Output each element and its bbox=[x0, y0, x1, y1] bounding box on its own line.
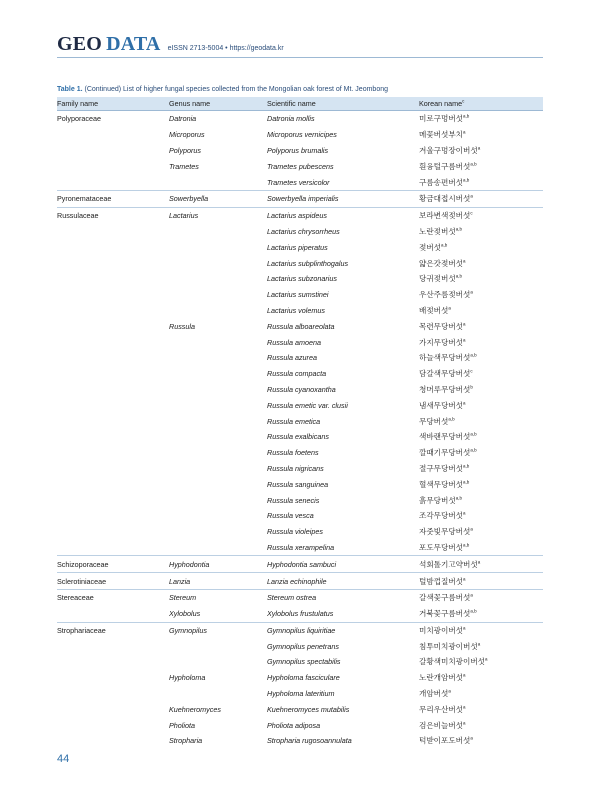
cell-genus bbox=[169, 382, 267, 398]
cell-sci: Lactarius volemus bbox=[267, 305, 325, 315]
korean-name-sup: a,b bbox=[463, 463, 470, 469]
cell-korean: 보라변색젖버섯$^c$ bbox=[419, 207, 543, 223]
cell-sci: Russula nigricans bbox=[267, 463, 324, 473]
cell-family bbox=[57, 303, 169, 319]
table-row bbox=[57, 413, 543, 429]
cell-family bbox=[57, 524, 169, 540]
cell-family bbox=[57, 445, 169, 461]
table-label: Table 1. bbox=[57, 86, 83, 93]
cell-genus bbox=[169, 508, 267, 524]
cell-sci: Russula alboareolata bbox=[267, 321, 335, 331]
cell-sci: Gymnopilus spectabilis bbox=[267, 657, 341, 667]
cell-sci: Lactarius sumstinei bbox=[267, 290, 329, 300]
table-row bbox=[57, 606, 543, 622]
table-caption-text: (Continued) List of higher fungal species collected from the Mongolian oak forest of Mt. Jeombong bbox=[84, 86, 388, 93]
table-row bbox=[57, 255, 543, 271]
korean-name-sup: a,b bbox=[463, 177, 470, 183]
cell-korean: 담갈색무당버섯$^c$ bbox=[419, 368, 473, 379]
cell-genus bbox=[169, 224, 267, 240]
table-row bbox=[57, 686, 543, 702]
cell-korean: 검은비늘버섯$^a$ bbox=[419, 720, 466, 730]
cell-genus bbox=[169, 366, 267, 382]
cell-sci: Russula emetic var. clusii bbox=[267, 400, 348, 410]
cell-genus bbox=[169, 303, 267, 319]
table-row bbox=[57, 158, 543, 174]
cell-korean: 노란젖버섯$^{a,b}$ bbox=[419, 226, 462, 236]
korean-name-sup: a,b bbox=[463, 479, 470, 485]
cell-genus bbox=[169, 638, 267, 654]
cell-genus: Microporus bbox=[169, 130, 205, 140]
korean-name-sup: a bbox=[463, 720, 466, 726]
cell-genus bbox=[169, 271, 267, 287]
cell-genus: Lanzia bbox=[169, 573, 267, 590]
cell-genus bbox=[169, 255, 267, 271]
cell-sci: Russula amoena bbox=[267, 337, 321, 347]
cell-korean: 미치광이버섯$^a$ bbox=[419, 622, 543, 638]
cell-family bbox=[57, 733, 169, 749]
cell-genus: Lactarius bbox=[169, 207, 267, 223]
column-header-korean-sup: c bbox=[462, 98, 465, 104]
table-header-row bbox=[57, 97, 543, 111]
cell-sci: Russula cyanoxantha bbox=[267, 384, 336, 394]
cell-family bbox=[57, 127, 169, 143]
korean-name-sup: a bbox=[448, 688, 451, 694]
cell-genus bbox=[169, 174, 267, 190]
cell-genus bbox=[169, 445, 267, 461]
table-row bbox=[57, 573, 543, 590]
cell-sci: Russula xerampelina bbox=[267, 542, 335, 552]
cell-genus bbox=[169, 334, 267, 350]
cell-korean: 미로구멍버섯$^{a,b}$ bbox=[419, 113, 470, 124]
cell-sci: Lanzia echinophile bbox=[267, 573, 419, 590]
cell-genus: Polyporus bbox=[169, 145, 201, 155]
table-caption bbox=[57, 86, 547, 93]
cell-sci: Xylobolus frustulatus bbox=[267, 609, 334, 619]
korean-name-sup: a,b bbox=[455, 273, 462, 279]
cell-sci: Lactarius subzonarius bbox=[267, 274, 337, 284]
table-row bbox=[57, 190, 543, 207]
cell-family bbox=[57, 492, 169, 508]
korean-name-sup: a,b bbox=[470, 608, 477, 614]
cell-genus bbox=[169, 524, 267, 540]
cell-genus bbox=[169, 429, 267, 445]
korean-name-sup: a bbox=[477, 145, 481, 151]
table-row bbox=[57, 524, 543, 540]
table-row bbox=[57, 701, 543, 717]
page-number: 44 bbox=[57, 753, 70, 765]
cell-family bbox=[57, 366, 169, 382]
korean-name-sup: a bbox=[470, 735, 473, 741]
korean-name-sup: a bbox=[470, 592, 473, 598]
cell-genus bbox=[169, 239, 267, 255]
cell-korean: 당귀젖버섯$^{a,b}$ bbox=[419, 273, 462, 284]
table-row bbox=[57, 224, 543, 240]
table-row bbox=[57, 143, 543, 159]
cell-genus bbox=[169, 397, 267, 413]
korean-name-sup: a,b bbox=[470, 161, 477, 167]
table-row bbox=[57, 654, 543, 670]
cell-sci: Russula azurea bbox=[267, 353, 317, 363]
cell-korean: 구름송편버섯$^{a,b}$ bbox=[419, 177, 470, 187]
table-row bbox=[57, 717, 543, 733]
cell-genus bbox=[169, 287, 267, 303]
cell-family bbox=[57, 670, 169, 686]
cell-sci: Stropharia rugosoannulata bbox=[267, 736, 352, 746]
column-header-genus: Genus name bbox=[169, 97, 267, 111]
cell-sci: Lactarius subplinthogalus bbox=[267, 258, 349, 268]
cell-family: Schizoporaceae bbox=[57, 556, 169, 573]
cell-korean: 갈황색미치광이버섯$^a$ bbox=[419, 656, 488, 667]
cell-sci: Russula compacta bbox=[267, 369, 327, 379]
table-row bbox=[57, 207, 543, 223]
cell-family: Polyporaceae bbox=[57, 114, 101, 124]
table-row bbox=[57, 127, 543, 143]
cell-family bbox=[57, 654, 169, 670]
cell-genus bbox=[169, 654, 267, 670]
cell-korean: 청머루무당버섯$^b$ bbox=[419, 384, 473, 394]
cell-sci: Microporus vernicipes bbox=[267, 130, 337, 140]
cell-sci: Russula emetica bbox=[267, 416, 321, 426]
korean-name-sup: a bbox=[448, 305, 451, 311]
header-divider bbox=[57, 57, 543, 58]
column-header-scientific: Scientific name bbox=[267, 97, 419, 111]
cell-korean: 무당버섯$^{a,b}$ bbox=[419, 416, 455, 426]
cell-sci: Hypholoma lateritium bbox=[267, 689, 335, 699]
table-row bbox=[57, 461, 543, 477]
cell-genus: Hyphodontia bbox=[169, 556, 267, 573]
cell-genus: Hypholoma bbox=[169, 673, 206, 683]
cell-family bbox=[57, 350, 169, 366]
cell-korean: 갈색꽃구름버섯$^a$ bbox=[419, 589, 543, 605]
cell-family bbox=[57, 271, 169, 287]
table-row bbox=[57, 476, 543, 492]
cell-family bbox=[57, 606, 169, 622]
cell-family bbox=[57, 397, 169, 413]
cell-korean: 포도무당버섯$^{a,b}$ bbox=[419, 542, 470, 552]
cell-korean: 거북꽃구름버섯$^{a,b}$ bbox=[419, 608, 477, 619]
cell-family bbox=[57, 255, 169, 271]
cell-korean: 배젖버섯$^a$ bbox=[419, 305, 451, 315]
cell-korean: 젖버섯$^{a,b}$ bbox=[419, 242, 448, 252]
table-row bbox=[57, 622, 543, 638]
cell-sci: Kuehneromyces mutabilis bbox=[267, 704, 350, 714]
cell-genus bbox=[169, 686, 267, 702]
korean-name-sup: c bbox=[470, 368, 473, 374]
cell-genus bbox=[169, 540, 267, 556]
korean-name-sup: a bbox=[485, 656, 488, 662]
table-row bbox=[57, 540, 543, 556]
cell-sci: Russula sanguinea bbox=[267, 479, 329, 489]
cell-korean: 개암버섯$^a$ bbox=[419, 688, 451, 699]
korean-name-sup: a,b bbox=[463, 542, 470, 548]
korean-name-sup: a,b bbox=[470, 431, 477, 437]
cell-genus: Sowerbyella bbox=[169, 190, 267, 207]
table-row bbox=[57, 429, 543, 445]
cell-sci: Russula senecis bbox=[267, 495, 320, 505]
cell-sci: Lactarius aspideus bbox=[267, 207, 419, 223]
korean-name-sup: a bbox=[463, 129, 466, 135]
cell-korean: 석회톨기고약버섯$^a$ bbox=[419, 556, 543, 573]
korean-name-sup: a bbox=[477, 559, 481, 565]
korean-name-sup: a bbox=[477, 641, 481, 647]
korean-name-sup: a bbox=[463, 321, 466, 327]
cell-korean: 우산주름젖버섯$^a$ bbox=[419, 289, 473, 300]
korean-name-sup: a,b bbox=[470, 447, 477, 453]
cell-family bbox=[57, 476, 169, 492]
cell-korean: 절구무당버섯$^{a,b}$ bbox=[419, 463, 470, 473]
korean-name-sup: a,b bbox=[441, 242, 448, 248]
korean-name-sup: a bbox=[463, 337, 466, 343]
table-row bbox=[57, 239, 543, 255]
korean-name-sup: a bbox=[463, 258, 466, 264]
cell-family bbox=[57, 429, 169, 445]
cell-korean: 흰융털구름버섯$^{a,b}$ bbox=[419, 161, 477, 171]
cell-family bbox=[57, 508, 169, 524]
cell-korean: 냄새무당버섯$^a$ bbox=[419, 400, 466, 410]
cell-family bbox=[57, 318, 169, 334]
cell-genus: Kuehneromyces bbox=[169, 704, 221, 714]
table-row bbox=[57, 174, 543, 190]
cell-korean: 무리우산버섯$^a$ bbox=[419, 704, 466, 714]
cell-family bbox=[57, 701, 169, 717]
cell-genus: Stereum bbox=[169, 589, 267, 605]
cell-sci: Sowerbyella imperialis bbox=[267, 190, 419, 207]
table-row bbox=[57, 334, 543, 350]
cell-genus bbox=[169, 350, 267, 366]
table-row bbox=[57, 670, 543, 686]
cell-family: Russulaceae bbox=[57, 207, 169, 223]
table-row bbox=[57, 492, 543, 508]
table-row bbox=[57, 589, 543, 605]
cell-korean: 침투미치광이버섯$^a$ bbox=[419, 641, 481, 651]
table-row bbox=[57, 271, 543, 287]
korean-name-sup: a bbox=[463, 625, 466, 631]
table-row bbox=[57, 111, 543, 127]
cell-family bbox=[57, 334, 169, 350]
cell-family bbox=[57, 382, 169, 398]
issn-and-url: eISSN 2713-5004 • https://geodata.kr bbox=[167, 45, 284, 52]
cell-family bbox=[57, 239, 169, 255]
cell-sci: Datronia mollis bbox=[267, 114, 315, 124]
cell-genus bbox=[169, 413, 267, 429]
cell-family bbox=[57, 413, 169, 429]
cell-sci: Hyphodontia sambuci bbox=[267, 556, 419, 573]
cell-genus: Xylobolus bbox=[169, 609, 201, 619]
table-row bbox=[57, 638, 543, 654]
korean-name-sup: c bbox=[470, 210, 473, 216]
cell-korean: 목련무당버섯$^a$ bbox=[419, 321, 466, 331]
cell-genus bbox=[169, 461, 267, 477]
korean-name-sup: a,b bbox=[470, 352, 477, 358]
cell-genus: Pholiota bbox=[169, 720, 195, 730]
cell-sci: Lactarius chrysorrheus bbox=[267, 226, 340, 236]
cell-sci: Polyporus brumalis bbox=[267, 145, 329, 155]
table-row bbox=[57, 508, 543, 524]
table-row bbox=[57, 287, 543, 303]
cell-sci: Russula foetens bbox=[267, 448, 319, 458]
table-row bbox=[57, 397, 543, 413]
korean-name-sup: a,b bbox=[455, 226, 462, 232]
table-row bbox=[57, 350, 543, 366]
korean-name-sup: a bbox=[463, 672, 466, 678]
journal-logo: GEO DATA bbox=[57, 33, 161, 55]
table-row bbox=[57, 733, 543, 749]
cell-korean: 황금대접시버섯$^a$ bbox=[419, 190, 543, 207]
cell-genus: Datronia bbox=[169, 114, 197, 124]
korean-name-sup: a bbox=[470, 526, 473, 532]
korean-name-sup: a,b bbox=[455, 494, 462, 500]
cell-korean: 하늘색무당버섯$^{a,b}$ bbox=[419, 352, 477, 363]
korean-name-sup: a bbox=[463, 704, 466, 710]
cell-family bbox=[57, 224, 169, 240]
cell-sci: Trametes pubescens bbox=[267, 161, 334, 171]
cell-sci: Hypholoma fasciculare bbox=[267, 673, 340, 683]
cell-family: Stereaceae bbox=[57, 589, 169, 605]
cell-family: Pyronemataceae bbox=[57, 190, 169, 207]
cell-korean: 조각무당버섯$^a$ bbox=[419, 510, 466, 521]
cell-family bbox=[57, 638, 169, 654]
cell-family bbox=[57, 540, 169, 556]
cell-korean: 메꽃버섯부치$^a$ bbox=[419, 129, 466, 140]
cell-genus bbox=[169, 476, 267, 492]
cell-genus: Trametes bbox=[169, 161, 199, 171]
cell-korean: 털밤껍질버섯$^a$ bbox=[419, 573, 543, 590]
cell-family bbox=[57, 174, 169, 190]
cell-korean: 색바랜무당버섯$^{a,b}$ bbox=[419, 431, 477, 442]
cell-genus: Stropharia bbox=[169, 736, 203, 746]
column-header-family: Family name bbox=[57, 97, 169, 111]
table-row bbox=[57, 303, 543, 319]
cell-genus bbox=[169, 492, 267, 508]
cell-family bbox=[57, 686, 169, 702]
cell-korean: 겨울구멍장이버섯$^a$ bbox=[419, 145, 481, 155]
korean-name-sup: a,b bbox=[448, 416, 455, 421]
korean-name-sup: b bbox=[470, 384, 473, 390]
cell-sci: Stereum ostrea bbox=[267, 589, 419, 605]
cell-genus: Gymnopilus bbox=[169, 622, 267, 638]
cell-korean: 자줏빛무당버섯$^a$ bbox=[419, 526, 473, 537]
table-row bbox=[57, 445, 543, 461]
korean-name-sup: a bbox=[470, 193, 473, 199]
cell-sci: Pholiota adiposa bbox=[267, 720, 321, 730]
table-row bbox=[57, 382, 543, 398]
cell-korean: 턱받이포도버섯$^a$ bbox=[419, 735, 473, 746]
table-row bbox=[57, 366, 543, 382]
fungal-species-table bbox=[57, 97, 543, 749]
cell-korean: 가지무당버섯$^a$ bbox=[419, 337, 466, 347]
cell-family bbox=[57, 158, 169, 174]
cell-family bbox=[57, 287, 169, 303]
cell-sci: Lactarius piperatus bbox=[267, 242, 328, 252]
cell-family: Sclerotiniaceae bbox=[57, 573, 169, 590]
korean-name-sup: a bbox=[470, 289, 473, 295]
cell-family: Strophariaceae bbox=[57, 622, 169, 638]
cell-sci: Trametes versicolor bbox=[267, 177, 330, 187]
korean-name-sup: a bbox=[463, 400, 466, 406]
table-row bbox=[57, 556, 543, 573]
korean-name-sup: a,b bbox=[463, 113, 470, 119]
cell-family bbox=[57, 717, 169, 733]
cell-genus: Russula bbox=[169, 321, 195, 331]
journal-header bbox=[57, 33, 284, 55]
cell-korean: 노란개암버섯$^a$ bbox=[419, 672, 466, 683]
table-row bbox=[57, 318, 543, 334]
column-header-korean: Korean name$^c$ bbox=[419, 97, 543, 111]
cell-korean: 깔때기무당버섯$^{a,b}$ bbox=[419, 447, 477, 458]
cell-sci: Russula violeipes bbox=[267, 527, 323, 537]
cell-sci: Russula vesca bbox=[267, 511, 314, 521]
cell-sci: Gymnopilus penetrans bbox=[267, 641, 339, 651]
korean-name-sup: a bbox=[463, 575, 466, 581]
korean-name-sup: a bbox=[463, 510, 466, 516]
cell-sci: Gymnopilus liquiritiae bbox=[267, 622, 419, 638]
cell-korean: 혈색무당버섯$^{a,b}$ bbox=[419, 479, 470, 489]
cell-family bbox=[57, 461, 169, 477]
cell-korean: 흙무당버섯$^{a,b}$ bbox=[419, 494, 462, 505]
cell-korean: 얇은갓젖버섯$^a$ bbox=[419, 258, 466, 268]
cell-family bbox=[57, 143, 169, 159]
cell-sci: Russula exalbicans bbox=[267, 432, 329, 442]
